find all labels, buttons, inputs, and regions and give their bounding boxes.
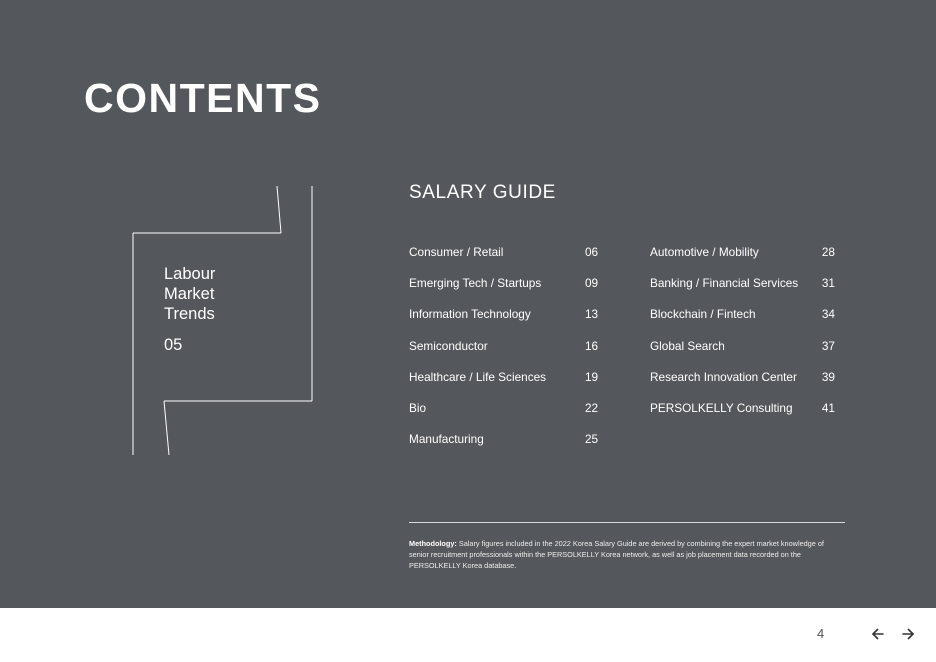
- toc-entry[interactable]: [650, 236, 835, 267]
- toc-entry-page: 31: [821, 275, 835, 290]
- feature-page-number: 05: [164, 336, 183, 354]
- toc-entry-page: 19: [585, 369, 599, 384]
- feature-title-line: Trends: [164, 305, 215, 323]
- toc-entry-label: PERSOLKELLY Consulting: [650, 401, 793, 416]
- toc-entry[interactable]: [650, 299, 835, 330]
- arrow-left-icon: [870, 626, 886, 642]
- section-heading: SALARY GUIDE: [409, 182, 556, 203]
- toc-entry[interactable]: [409, 330, 601, 361]
- toc-entry-page: 06: [585, 244, 599, 259]
- page-title: CONTENTS: [84, 75, 322, 121]
- feature-title[interactable]: [164, 264, 284, 324]
- toc-entry-page: 25: [585, 432, 599, 447]
- toc-entry-label: Banking / Financial Services: [650, 275, 799, 290]
- toc-column-left: [409, 236, 601, 455]
- toc-entry[interactable]: [409, 424, 601, 455]
- toc-entry-label: Manufacturing: [409, 432, 484, 447]
- toc-entry-label: Bio: [409, 401, 427, 416]
- toc-entry-page: 28: [821, 244, 835, 259]
- toc-entry-label: Consumer / Retail: [409, 244, 504, 259]
- toc-entry-label: Automotive / Mobility: [650, 244, 759, 259]
- feature-title-line: Market: [164, 285, 215, 303]
- toc-entry-label: Information Technology: [409, 307, 531, 322]
- toc-entry[interactable]: [650, 392, 835, 423]
- toc-entry-page: 41: [821, 401, 835, 416]
- page-number: 4: [817, 626, 825, 641]
- toc-entry[interactable]: [409, 299, 601, 330]
- toc-entry-page: 09: [585, 275, 599, 290]
- arrow-right-icon: [900, 626, 916, 642]
- toc-entry-label: Blockchain / Fintech: [650, 307, 756, 322]
- toc-entry-label: Emerging Tech / Startups: [409, 275, 542, 290]
- feature-title-line: Labour: [164, 265, 216, 283]
- methodology-label: Methodology:: [409, 539, 457, 548]
- toc-column-right: [650, 236, 835, 424]
- toc-entry[interactable]: [409, 361, 601, 392]
- toc-entry-page: 37: [821, 338, 835, 353]
- toc-entry[interactable]: [650, 267, 835, 298]
- toc-entry[interactable]: [650, 330, 835, 361]
- methodology-text: Salary figures included in the 2022 Korea Salary Guide are derived by combining the expert market knowledge of senior recruitment professionals within the PERSOLKELLY Korea network, as well as job placement data recorded on the PERSOLKELLY Korea database.: [409, 539, 824, 570]
- previous-page-button[interactable]: [870, 626, 886, 642]
- toc-entry-label: Research Innovation Center: [650, 369, 797, 384]
- methodology-note: [409, 538, 841, 571]
- toc-entry[interactable]: [650, 361, 835, 392]
- toc-entry-page: 34: [821, 307, 835, 322]
- toc-entry-page: 16: [585, 338, 599, 353]
- toc-entry-label: Healthcare / Life Sciences: [409, 369, 547, 384]
- next-page-button[interactable]: [900, 626, 916, 642]
- toc-entry[interactable]: [409, 392, 601, 423]
- toc-entry-label: Semiconductor: [409, 338, 488, 353]
- toc-entry-page: 13: [585, 307, 599, 322]
- toc-entry-label: Global Search: [650, 338, 725, 353]
- toc-entry[interactable]: [409, 236, 601, 267]
- divider: [409, 522, 845, 523]
- toc-entry-page: 22: [585, 401, 599, 416]
- toc-entry-page: 39: [821, 369, 835, 384]
- toc-entry[interactable]: [409, 267, 601, 298]
